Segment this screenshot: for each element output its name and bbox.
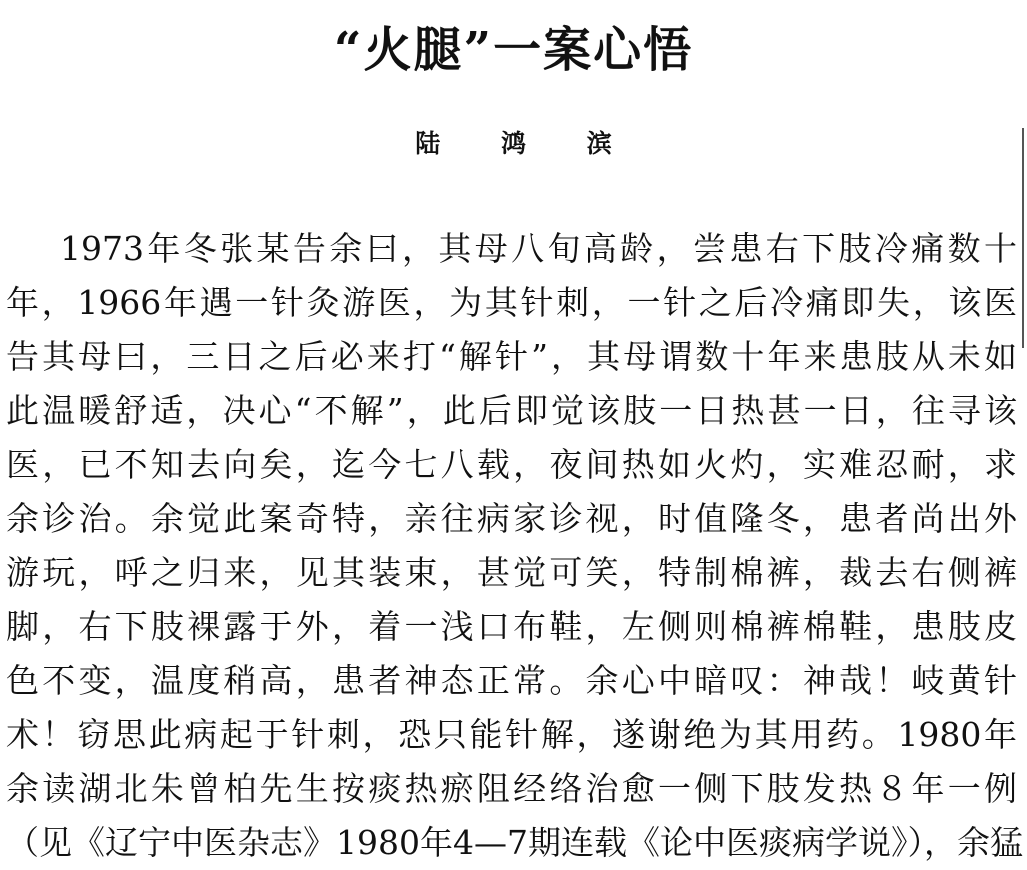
body-line: 游玩，呼之归来，见其装束，甚觉可笑，特制棉裤，裁去右侧裤 [6, 553, 1017, 592]
article-body [0, 222, 1027, 870]
article-author: 陆 鸿 滨 [415, 129, 638, 158]
body-line: 1973年冬张某告余曰，其母八旬高龄，尝患右下肢冷痛数十 [60, 229, 1017, 268]
body-line: 余读湖北朱曾柏先生按痰热瘀阻经络治愈一侧下肢发热８年一例 [6, 769, 1017, 808]
article-title: “火腿”一案心悟 [333, 22, 694, 78]
body-line: （见《辽宁中医杂志》1980年4—7期连载《论中医痰病学说》），余猛 [6, 823, 1023, 862]
body-line: 余诊治。余觉此案奇特，亲往病家诊视，时值隆冬，患者尚出外 [6, 499, 1017, 538]
body-line: 此温暖舒适，决心“不解”，此后即觉该肢一日热甚一日，往寻该 [6, 391, 1017, 430]
body-line: 告其母曰，三日之后必来打“解针”，其母谓数十年来患肢从未如 [6, 337, 1017, 376]
body-line: 医，已不知去向矣，迄今七八载，夜间热如火灼，实难忍耐，求 [6, 445, 1017, 484]
body-line: 色不变，温度稍高，患者神态正常。余心中暗叹：神哉！岐黄针 [6, 661, 1017, 700]
body-line: 年，1966年遇一针灸游医，为其针刺，一针之后冷痛即失，该医 [6, 283, 1017, 322]
body-line: 术！窃思此病起于针刺，恐只能针解，遂谢绝为其用药。1980年 [6, 715, 1017, 754]
body-line: 脚，右下肢裸露于外，着一浅口布鞋，左侧则棉裤棉鞋，患肢皮 [6, 607, 1017, 646]
